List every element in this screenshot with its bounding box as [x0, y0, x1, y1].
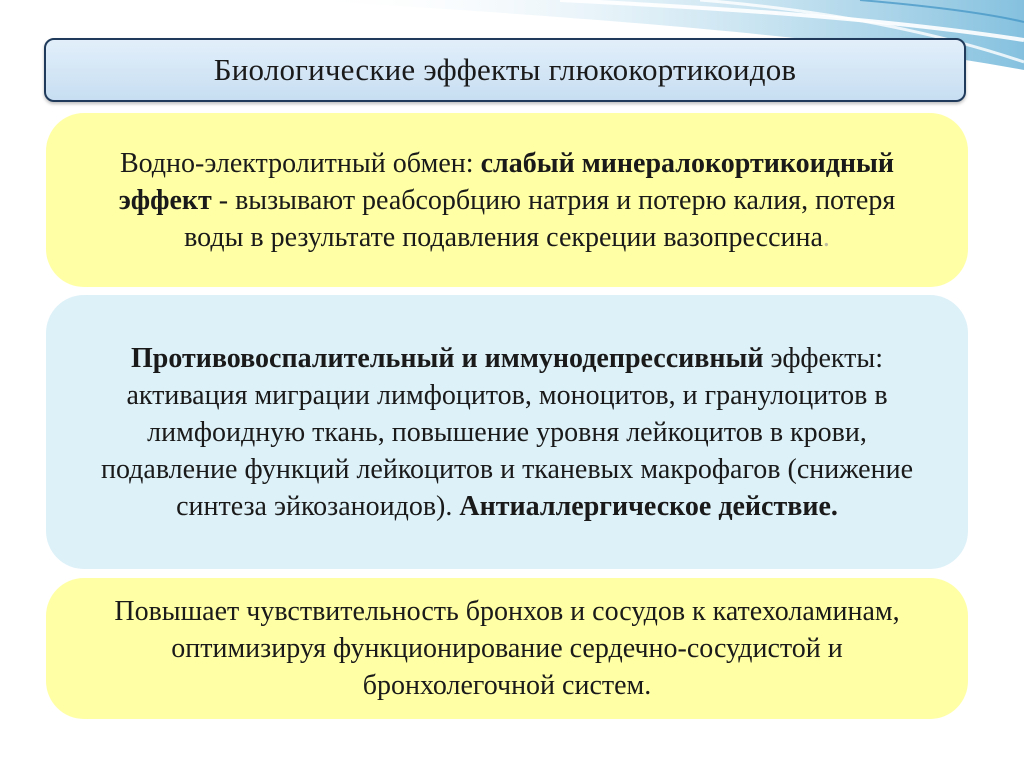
anti-inflammatory-text: Противовоспалительный и иммунодепрессивный эффекты: активация миграции лимфоцитов, моноцитов, и гранулоцитов в лимфоидную ткань, повышение уровня лейкоцитов в крови, подавление функций лейкоцитов и тканевых макрофагов (снижение синтеза эйкозаноидов). Антиаллергическое действие. — [100, 342, 914, 522]
water-electrolyte-text: Водно-электролитный обмен: слабый минералокортикоидный эффект - вызывают реабсорбцию натрия и потерю калия, потеря воды в результате подавления секреции вазопрессина. — [118, 147, 896, 253]
antiallergic-emphasis: Антиаллергическое действие. — [459, 490, 838, 522]
page-title: Биологические эффекты глюкокортикоидов — [213, 52, 797, 87]
water-electrolyte-block — [46, 113, 968, 287]
anti-inflammatory-heading: Противовоспалительный и иммунодепрессивный — [130, 342, 764, 374]
title-banner — [44, 38, 966, 102]
anti-inflammatory-block — [46, 295, 968, 569]
bronchi-vessels-text: Повышает чувствительность бронхов и сосудов к катехоламинам, оптимизируя функционирование сердечно-сосудистой и бронхолегочной систем. — [114, 596, 900, 701]
bronchi-vessels-block — [46, 578, 968, 719]
water-electrolyte-emphasis: слабый минералокортикоидный эффект — [118, 147, 895, 216]
